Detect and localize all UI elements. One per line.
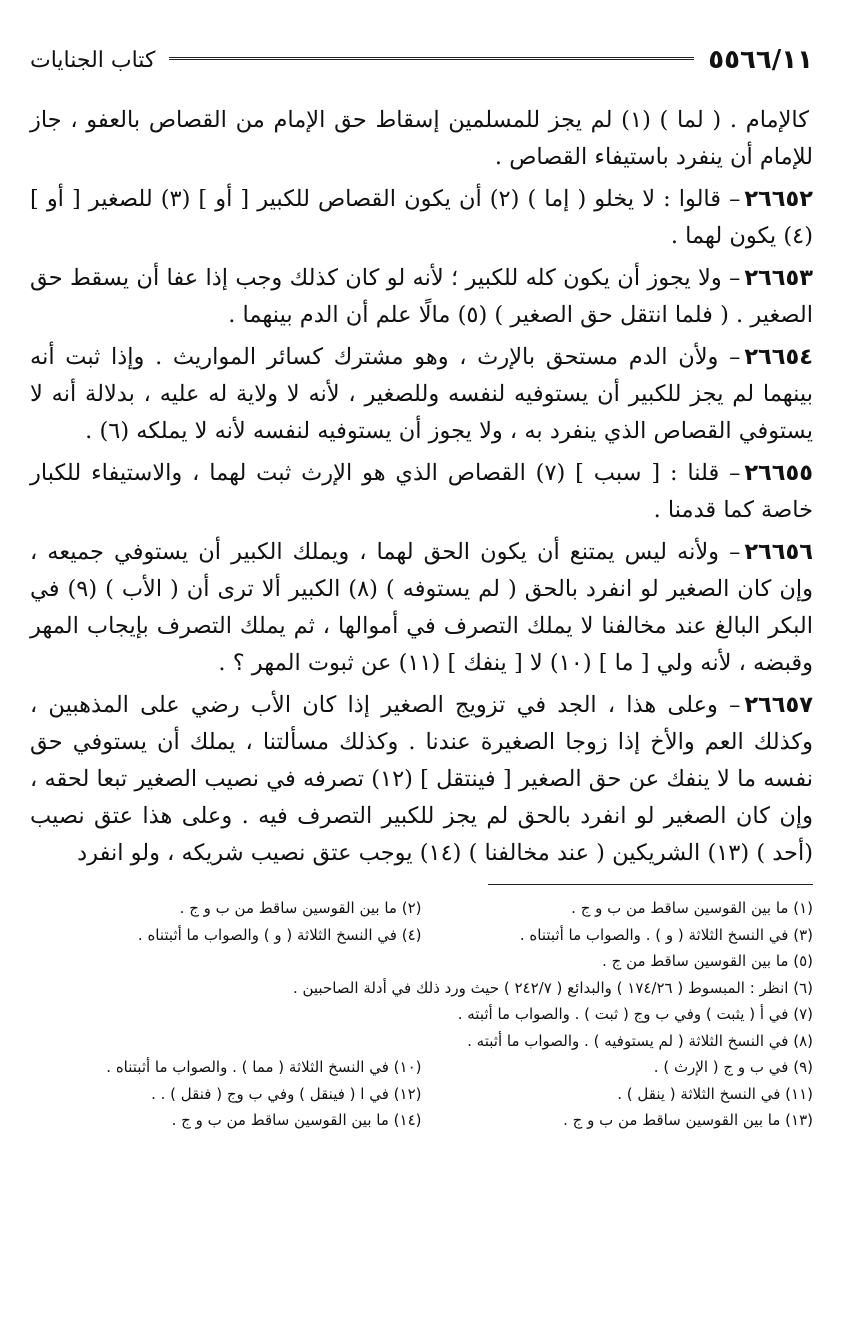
footnote-row (30, 895, 813, 922)
paragraph (30, 181, 813, 255)
paragraph-number: ٢٦٦٥٢ (744, 186, 813, 212)
paragraph-text: – قالوا : لا يخلو ( إما ) (٢) أن يكون القصاص للكبير [ أو ] (٣) للصغير [ أو ] (٤) يكون لهما . (30, 186, 813, 249)
footnote-row (30, 975, 813, 1002)
paragraph-text: كالإمام . ( لما ) (١) لم يجز للمسلمين إسقاط حق الإمام من القصاص بالعفو ، جاز للإمام أن ينفرد باستيفاء القصاص . (30, 107, 813, 170)
footnote: (٢) ما بين القوسين ساقط من ب و ج . (179, 899, 422, 917)
footnote-row (30, 1107, 813, 1134)
book-title: كتاب الجنايات (30, 47, 156, 73)
footnote: (٤) في النسخ الثلاثة ( و ) والصواب ما أثبتناه . (137, 925, 422, 944)
footnote-row (30, 1054, 813, 1081)
footnote: (٨) في النسخ الثلاثة ( لم يستوفيه ) . والصواب ما أثبته . (467, 1031, 813, 1050)
footnote: (٥) ما بين القوسين ساقط من ج . (602, 952, 813, 970)
page-number: ٥٥٦٦/١١ (708, 45, 813, 75)
paragraph-text: – قلنا : [ سبب ] (٧) القصاص الذي هو الإرث ثبت لهما ، والاستيفاء للكبار خاصة كما قدمنا . (30, 460, 813, 523)
footnotes (30, 895, 813, 1134)
paragraph (30, 534, 813, 682)
footnote: (٦) انظر : المبسوط ( ١٧٤/٢٦ ) والبدائع ( ٢٤٢/٧ ) حيث ورد ذلك في أدلة الصاحبين . (292, 978, 813, 997)
footnote: (١٣) ما بين القوسين ساقط من ب و ج . (563, 1111, 813, 1129)
footnote: (٣) في النسخ الثلاثة ( و ) . والصواب ما أثبتناه . (519, 925, 813, 944)
paragraph-number: ٢٦٦٥٦ (744, 539, 813, 565)
footnote-row (30, 1001, 813, 1028)
paragraph (30, 339, 813, 450)
paragraph-text: – ولأن الدم مستحق بالإرث ، وهو مشترك كسائر المواريث . وإذا ثبت أنه بينهما لم يجز للكبير أن يستوفيه لنفسه وللصغير ، لأنه لا ولاية له عليه ، بدلالة أنه لا يستوفي القصاص الذي ينفرد به ، ولا يجوز أن يستوفيه لنفسه لأنه لا يملكه (٦) . (30, 344, 813, 444)
footnote: (١) ما بين القوسين ساقط من ب و ج . (571, 899, 813, 917)
footnote: (١٢) في ا ( فينقل ) وفي ب وج ( فنقل ) . . (151, 1084, 422, 1103)
footnote: (٧) في أ ( يثبت ) وفي ب وج ( ثبت ) . والصواب ما أثبته . (457, 1005, 813, 1023)
paragraph-text: – ولا يجوز أن يكون كله للكبير ؛ لأنه لو كان كذلك وجب إذا عفا أن يسقط حق الصغير . ( فلما انتقل حق الصغير ) (٥) مالًا علم أن الدم بينهما . (30, 265, 813, 328)
page-header (30, 40, 813, 80)
paragraph-number: ٢٦٦٥٤ (744, 344, 813, 370)
main-text (30, 102, 813, 872)
paragraph-number: ٢٦٦٥٥ (744, 460, 813, 486)
paragraph-text: – ولأنه ليس يمتنع أن يكون الحق لهما ، ويملك الكبير أن يستوفي جميعه ، وإن كان الصغير لو انفرد بالحق ( لم يستوفه ) (٨) الكبير ألا ترى أن ( الأب ) (٩) في البكر البالغ عند مخالفنا لا يملك التصرف في أموالها ، ثم يملك التصرف بإيجاب المهر وقبضه ، لأنه ولي [ ما ] (١٠) لا [ ينفك ] (١١) عن ثبوت المهر ؟ . (30, 539, 813, 676)
paragraph (30, 455, 813, 529)
footnote-row (30, 922, 813, 949)
paragraph-text: – وعلى هذا ، الجد في تزويج الصغير إذا كان الأب رضي على المذهبين ، وكذلك العم والأخ إذا زوجا الصغيرة عندنا . وكذلك مسألتنا ، يملك أن يستوفي حق نفسه ما لا ينفك عن حق الصغير [ فينتقل ] (١٢) تصرفه في نصيب الصغير تبعا لحقه ، وإن كان الصغير لو انفرد بالحق لم يجز للكبير التصرف فيه . وعلى هذا عتق نصيب (أحد ) (١٣) الشريكين ( عند مخالفنا ) (١٤) يوجب عتق نصيب شريكه ، ولو انفرد (30, 692, 813, 866)
footnote-row (30, 1081, 813, 1108)
footnote-row (30, 1028, 813, 1055)
paragraph (30, 102, 813, 176)
header-rule (169, 57, 694, 63)
page (30, 40, 813, 1321)
footnote-separator (488, 884, 813, 885)
footnote-row (30, 948, 813, 975)
footnote: (١٤) ما بين القوسين ساقط من ب و ج . (171, 1111, 422, 1129)
paragraph-number: ٢٦٦٥٧ (744, 692, 813, 718)
footnote: (١٠) في النسخ الثلاثة ( مما ) . والصواب ما أثبتناه . (106, 1058, 422, 1076)
paragraph (30, 687, 813, 872)
paragraph-number: ٢٦٦٥٣ (744, 265, 813, 291)
footnote: (١١) في النسخ الثلاثة ( ينقل ) . (617, 1084, 813, 1103)
footnote: (٩) في ب و ج ( الإرث ) . (653, 1058, 813, 1076)
paragraph (30, 260, 813, 334)
